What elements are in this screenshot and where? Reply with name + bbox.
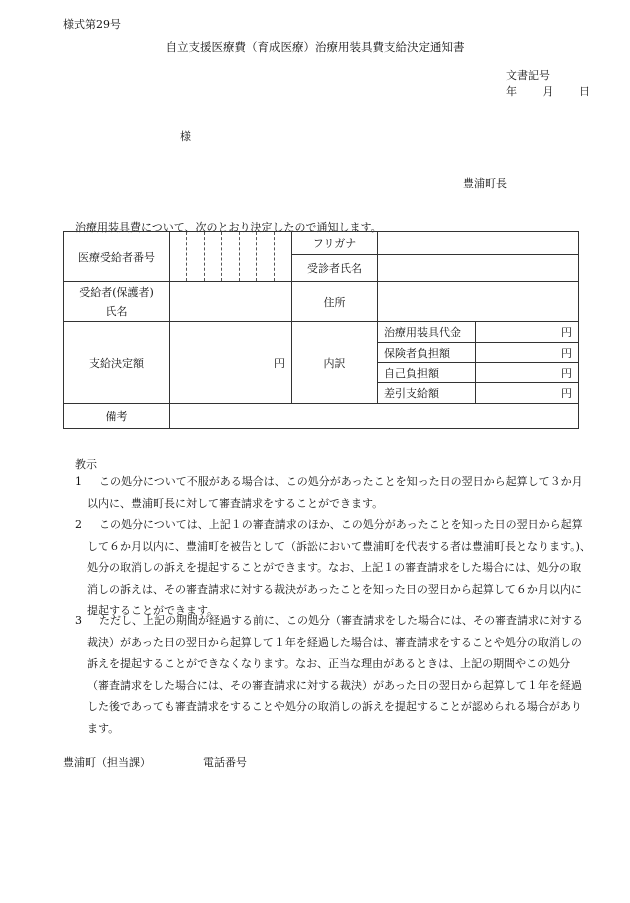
patient-name-field[interactable]: [378, 255, 579, 282]
instruction-item: [75, 610, 591, 739]
date-month: 月: [542, 85, 554, 98]
document-title: 自立支援医療費（育成医療）治療用装具費支給決定通知書: [165, 40, 465, 54]
footer-department: 豊浦町（担当課）: [63, 756, 151, 769]
breakdown-item-label: 自己負担額: [378, 363, 476, 383]
date-row: [506, 83, 590, 99]
instruction-text: この処分については、上記１の審査請求のほか、この処分があったことを知った日の翌日から起算して６か月以内に、豊浦町を被告として（訴訟において豊浦町を代表する者は豊浦町長となります。)、処分の取消しの訴えを提起することができます。なお、上記１の審査請求をした場合には、処分の取消しの訴えは、その審査請求に対する裁決があったことを知った日の翌日から起算して６か月以内に提起することができます。: [87, 518, 591, 617]
guardian-label-line1: 受給者(保護者): [79, 285, 154, 299]
instruction-item: [75, 514, 591, 622]
furigana-label: フリガナ: [292, 232, 378, 255]
breakdown-label: 内訳: [292, 322, 378, 404]
breakdown-item-value[interactable]: 円: [476, 322, 579, 343]
footer-phone: 電話番号: [203, 756, 247, 769]
guardian-name-field[interactable]: [170, 282, 292, 322]
instruction-text: この処分について不服がある場合は、この処分があったことを知った日の翌日から起算して３か月以内に、豊浦町長に対して審査請求をすることができます。: [87, 475, 583, 510]
breakdown-item-value[interactable]: 円: [476, 383, 579, 404]
instruction-text: ただし、上記の期間が経過する前に、この処分（審査請求をした場合には、その審査請求に対する裁決）があった日の翌日から起算して１年を経過した場合は、審査請求をすることや処分の取消しの訴えを提起することができなくなります。なお、正当な理由があるときは、上記の期間やこの処分（審査請求をした場合には、その審査請求に対する裁決）があった日の翌日から起算して１年を経過した後であっても審査請求をすることや処分の取消しの訴えを提起することが認められる場合があります。: [87, 614, 583, 735]
addressee-suffix: 様: [180, 130, 191, 143]
remarks-label: 備考: [64, 404, 170, 429]
recipient-number-label: 医療受給者番号: [64, 232, 170, 282]
furigana-field[interactable]: [378, 232, 579, 255]
issuer: 豊浦町長: [463, 177, 507, 190]
instruction-number: 1: [75, 475, 82, 488]
breakdown-item-label: 保険者負担額: [378, 343, 476, 363]
instruction-number: 3: [75, 614, 82, 627]
breakdown-item-label: 差引支給額: [378, 383, 476, 404]
address-label: 住所: [292, 282, 378, 322]
instructions-heading: 教示: [75, 458, 97, 471]
digit-boxes: [170, 232, 291, 281]
date-year: 年: [506, 85, 517, 98]
amount-label: 支給決定額: [64, 322, 170, 404]
guardian-label-line2: 氏名: [105, 304, 128, 318]
doc-number-label: 文書記号: [506, 69, 550, 82]
breakdown-item-label: 治療用装具代金: [378, 322, 476, 343]
breakdown-item-value[interactable]: 円: [476, 363, 579, 383]
form-number: 様式第29号: [63, 18, 121, 31]
intro-text: 治療用装具費について、次のとおり決定したので通知します。: [75, 221, 382, 234]
amount-field[interactable]: 円: [170, 322, 292, 404]
instruction-item: [75, 471, 591, 514]
remarks-field[interactable]: [170, 404, 579, 429]
date-day: 日: [579, 85, 590, 98]
patient-name-label: 受診者氏名: [292, 255, 378, 282]
breakdown-item-value[interactable]: 円: [476, 343, 579, 363]
recipient-number-field[interactable]: [170, 232, 292, 282]
guardian-label: [64, 282, 170, 322]
decision-table: [63, 231, 579, 429]
instruction-number: 2: [75, 518, 82, 531]
address-field[interactable]: [378, 282, 579, 322]
